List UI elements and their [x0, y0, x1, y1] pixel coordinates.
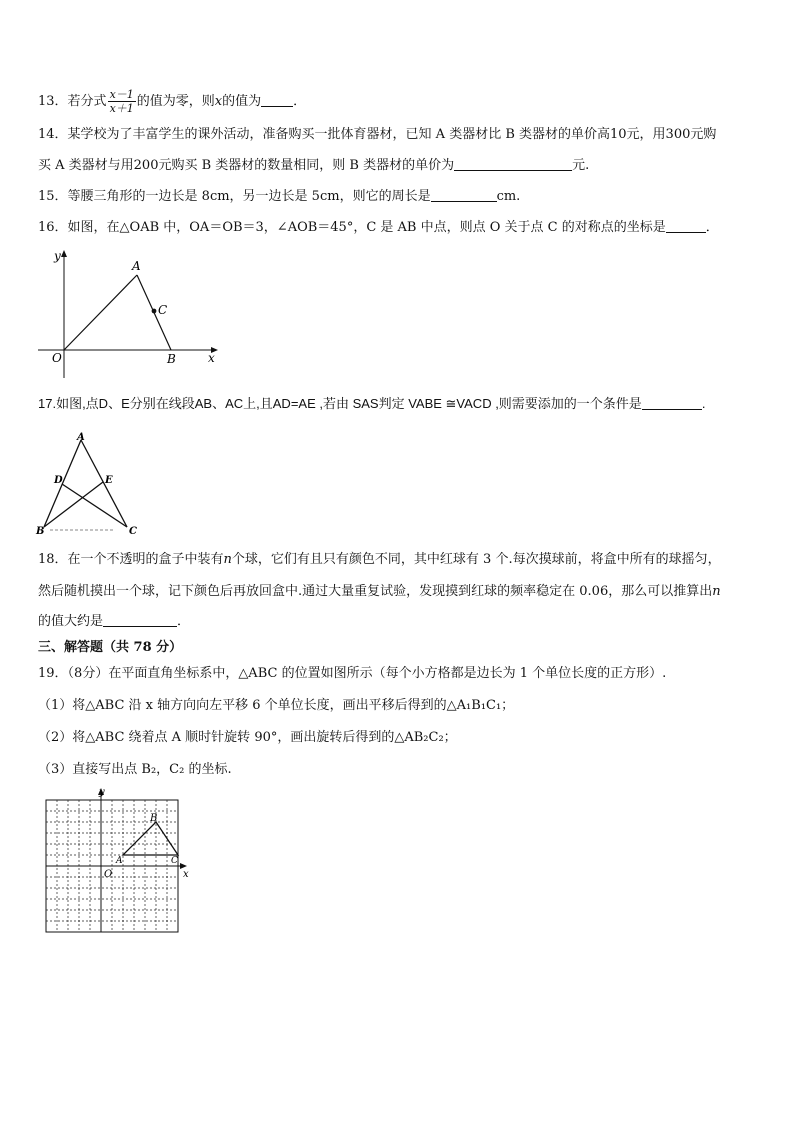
q17-end: . [701, 396, 706, 411]
q17-label-c: C [129, 526, 137, 537]
q16-point-c [152, 309, 157, 314]
q18-answer-blank[interactable] [103, 614, 177, 627]
question-19-part1: （1）将△ABC 沿 x 轴方向向左平移 6 个单位长度，画出平移后得到的△A₁B₁C₁； [38, 698, 515, 713]
question-13 [38, 88, 306, 115]
q14-line2-post: 元. [572, 158, 590, 173]
q19-label-o: O [104, 869, 113, 880]
q16-label-b: B [167, 352, 176, 366]
q19-label-c: C [171, 856, 178, 866]
q13-post: 的值为 [222, 94, 262, 109]
q16-answer-blank[interactable] [666, 220, 706, 233]
q15-unit: cm. [496, 189, 521, 204]
q18-line2-pre: 然后随机摸出一个球，记下颜色后再放回盒中.通过大量重复试验，发现摸到红球的频率稳定在 0.06，那么可以推算出 [38, 584, 713, 599]
q18-line3-pre: 的值大约是 [38, 614, 104, 629]
q18-n2: n [712, 584, 721, 599]
q13-fraction [108, 88, 136, 115]
q18-end: ． [177, 614, 191, 629]
q16-label-x: x [208, 351, 215, 365]
question-18-line2 [38, 584, 721, 600]
q19-label-y: y [99, 787, 105, 798]
q17-answer-blank[interactable] [642, 397, 702, 410]
q18-line1-pre: 18．在一个不透明的盒子中装有 [38, 552, 224, 567]
q16-segment-oa [64, 275, 137, 350]
q16-label-c: C [158, 303, 168, 317]
question-14-line2 [38, 158, 589, 174]
q17-label-a: A [77, 432, 85, 443]
q17-figure [34, 430, 144, 538]
question-18-line1 [38, 552, 721, 568]
question-16 [38, 220, 719, 236]
q15-answer-blank[interactable] [431, 189, 497, 202]
q13-frac-denominator: x＋1 [109, 102, 134, 115]
q18-line1-post: 个球，它们有且只有颜色不同，其中红球有 3 个.每次摸球前，将盒中所有的球摇匀， [231, 552, 721, 567]
section-3-heading: 三、解答题（共 78 分） [38, 640, 183, 655]
q13-end: ． [293, 94, 307, 109]
q13-answer-blank[interactable] [261, 94, 293, 107]
question-17 [38, 396, 705, 412]
q16-label-a: A [132, 259, 141, 273]
q16-y-arrow [61, 250, 67, 257]
q16-end: ． [705, 220, 719, 235]
q15-text: 15．等腰三角形的一边长是 8cm，另一边长是 5cm，则它的周长是 [38, 189, 431, 204]
q13-frac-numerator: x－1 [109, 88, 134, 101]
q19-triangle-abc [123, 822, 178, 855]
q17-label-b: B [36, 526, 45, 537]
q19-grid-figure [44, 786, 194, 936]
q17-segment-ac [81, 440, 127, 527]
q17-label-e: E [105, 475, 113, 486]
q17-label-d: D [54, 475, 63, 486]
q13-mid: 的值为零，则 [136, 94, 215, 109]
q13-number: 13． [38, 94, 68, 109]
q19-label-a: A [116, 856, 123, 866]
question-18-line3 [38, 614, 190, 630]
q18-n1: n [223, 552, 232, 567]
q19-label-b: B [150, 813, 158, 824]
q13-pre: 若分式 [67, 94, 107, 109]
q16-label-o: O [52, 351, 62, 365]
q17-text: 17.如图,点D、E分别在线段AB、AC上,且AD=AE ,若由 SAS判定 VABE ≅VACD ,则需要添加的一个条件是 [38, 396, 642, 411]
question-19-part3: （3）直接写出点 B₂，C₂ 的坐标. [38, 762, 232, 777]
q16-label-y: y [54, 249, 61, 263]
question-19-stem: 19．（8分）在平面直角坐标系中，△ABC 的位置如图所示（每个小方格都是边长为 1 个单位长度的正方形）. [38, 666, 667, 681]
q14-line2-pre: 买 A 类器材与用200元购买 B 类器材的数量相同，则 B 类器材的单价为 [38, 158, 455, 173]
q14-answer-blank[interactable] [454, 158, 572, 171]
q16-figure [36, 248, 226, 380]
q19-label-x: x [183, 869, 189, 880]
question-15 [38, 189, 520, 205]
question-14-line1: 14．某学校为了丰富学生的课外活动，准备购买一批体育器材，已知 A 类器材比 B 类器材的单价高10元，用300元购 [38, 127, 717, 142]
q16-text: 16．如图，在△OAB 中，OA＝OB＝3，∠AOB＝45°，C 是 AB 中点，则点 O 关于点 C 的对称点的坐标是 [38, 220, 666, 235]
q13-var: x [214, 94, 223, 109]
question-19-part2: （2）将△ABC 绕着点 A 顺时针旋转 90°，画出旋转后得到的△AB₂C₂； [38, 730, 457, 745]
